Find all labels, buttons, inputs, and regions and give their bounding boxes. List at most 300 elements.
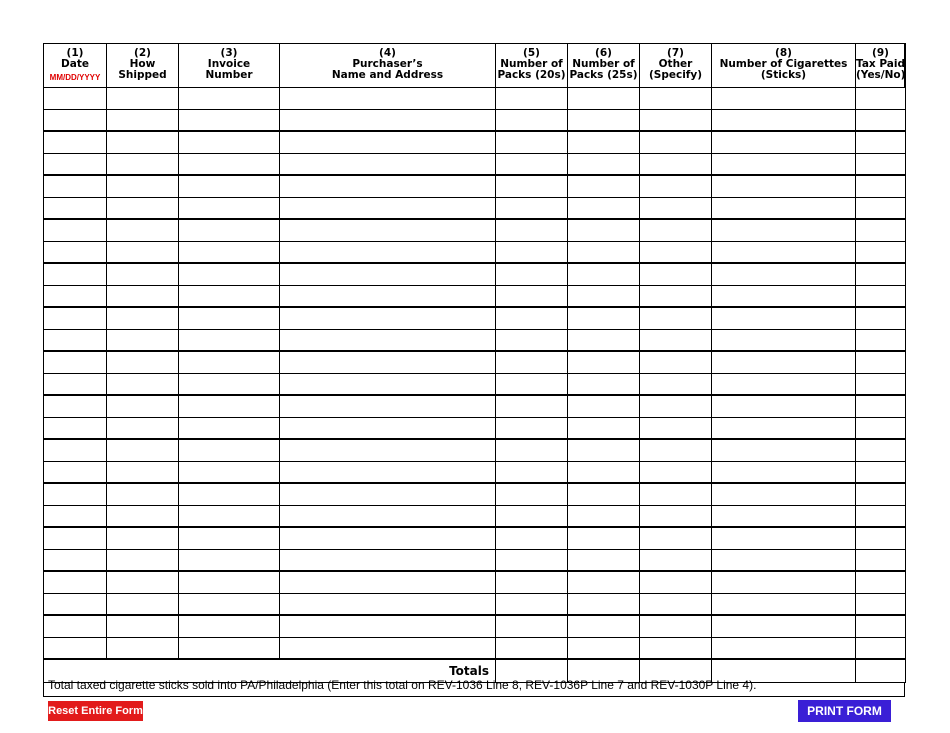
cell-invoice-number[interactable]	[179, 307, 280, 329]
cell-cigarette-sticks[interactable]	[712, 549, 856, 571]
cigarette-sticks-input[interactable]	[712, 89, 855, 110]
cell-tax-paid[interactable]	[856, 109, 906, 131]
cell-packs-20s[interactable]	[496, 175, 568, 197]
cell-purchaser[interactable]	[280, 505, 496, 527]
cell-how-shipped[interactable]	[107, 109, 179, 131]
how-shipped-input[interactable]	[107, 507, 178, 528]
other-input[interactable]	[640, 133, 711, 154]
cell-purchaser[interactable]	[280, 175, 496, 197]
cell-date[interactable]	[44, 395, 107, 417]
date-input[interactable]	[44, 221, 106, 242]
date-input[interactable]	[44, 375, 106, 396]
how-shipped-input[interactable]	[107, 617, 178, 638]
packs-20s-input[interactable]	[496, 573, 567, 594]
purchaser-input[interactable]	[280, 375, 495, 396]
cell-cigarette-sticks[interactable]	[712, 285, 856, 307]
cell-cigarette-sticks[interactable]	[712, 219, 856, 241]
packs-20s-input[interactable]	[496, 353, 567, 374]
cell-tax-paid[interactable]	[856, 307, 906, 329]
purchaser-input[interactable]	[280, 331, 495, 352]
cell-how-shipped[interactable]	[107, 197, 179, 219]
packs-20s-input[interactable]	[496, 331, 567, 352]
other-input[interactable]	[640, 309, 711, 330]
cell-other[interactable]	[640, 461, 712, 483]
cell-other[interactable]	[640, 527, 712, 549]
cell-cigarette-sticks[interactable]	[712, 131, 856, 153]
cell-cigarette-sticks[interactable]	[712, 615, 856, 637]
cell-how-shipped[interactable]	[107, 505, 179, 527]
packs-20s-input[interactable]	[496, 243, 567, 264]
cell-packs-20s[interactable]	[496, 109, 568, 131]
cell-date[interactable]	[44, 461, 107, 483]
cell-how-shipped[interactable]	[107, 571, 179, 593]
date-input[interactable]	[44, 199, 106, 220]
packs-25s-input[interactable]	[568, 573, 639, 594]
cell-purchaser[interactable]	[280, 373, 496, 395]
cell-packs-25s[interactable]	[568, 175, 640, 197]
other-input[interactable]	[640, 419, 711, 440]
how-shipped-input[interactable]	[107, 221, 178, 242]
cell-other[interactable]	[640, 153, 712, 175]
cell-tax-paid[interactable]	[856, 351, 906, 373]
tax-paid-input[interactable]	[856, 375, 905, 396]
purchaser-input[interactable]	[280, 89, 495, 110]
cell-other[interactable]	[640, 263, 712, 285]
cell-purchaser[interactable]	[280, 615, 496, 637]
packs-25s-input[interactable]	[568, 617, 639, 638]
cigarette-sticks-input[interactable]	[712, 111, 855, 132]
cell-purchaser[interactable]	[280, 637, 496, 659]
how-shipped-input[interactable]	[107, 551, 178, 572]
cigarette-sticks-input[interactable]	[712, 221, 855, 242]
date-input[interactable]	[44, 353, 106, 374]
cigarette-sticks-input[interactable]	[712, 529, 855, 550]
cell-tax-paid[interactable]	[856, 417, 906, 439]
how-shipped-input[interactable]	[107, 639, 178, 660]
packs-25s-input[interactable]	[568, 485, 639, 506]
cell-how-shipped[interactable]	[107, 615, 179, 637]
cell-packs-25s[interactable]	[568, 197, 640, 219]
cell-cigarette-sticks[interactable]	[712, 505, 856, 527]
date-input[interactable]	[44, 441, 106, 462]
cell-other[interactable]	[640, 175, 712, 197]
invoice-number-input[interactable]	[179, 265, 279, 286]
cigarette-sticks-input[interactable]	[712, 617, 855, 638]
cell-date[interactable]	[44, 571, 107, 593]
invoice-number-input[interactable]	[179, 375, 279, 396]
cell-how-shipped[interactable]	[107, 307, 179, 329]
cigarette-sticks-input[interactable]	[712, 485, 855, 506]
purchaser-input[interactable]	[280, 595, 495, 616]
purchaser-input[interactable]	[280, 639, 495, 660]
cell-purchaser[interactable]	[280, 571, 496, 593]
tax-paid-input[interactable]	[856, 265, 905, 286]
cell-other[interactable]	[640, 395, 712, 417]
how-shipped-input[interactable]	[107, 111, 178, 132]
cell-packs-25s[interactable]	[568, 615, 640, 637]
cell-date[interactable]	[44, 373, 107, 395]
cell-how-shipped[interactable]	[107, 373, 179, 395]
cell-how-shipped[interactable]	[107, 395, 179, 417]
cigarette-sticks-input[interactable]	[712, 287, 855, 308]
packs-20s-input[interactable]	[496, 89, 567, 110]
packs-20s-input[interactable]	[496, 529, 567, 550]
cell-tax-paid[interactable]	[856, 263, 906, 285]
purchaser-input[interactable]	[280, 133, 495, 154]
cell-packs-25s[interactable]	[568, 417, 640, 439]
cell-packs-25s[interactable]	[568, 131, 640, 153]
cell-purchaser[interactable]	[280, 88, 496, 110]
invoice-number-input[interactable]	[179, 529, 279, 550]
cell-invoice-number[interactable]	[179, 175, 280, 197]
invoice-number-input[interactable]	[179, 507, 279, 528]
cell-date[interactable]	[44, 307, 107, 329]
invoice-number-input[interactable]	[179, 353, 279, 374]
cell-packs-25s[interactable]	[568, 593, 640, 615]
packs-25s-input[interactable]	[568, 133, 639, 154]
how-shipped-input[interactable]	[107, 265, 178, 286]
other-input[interactable]	[640, 89, 711, 110]
cell-tax-paid[interactable]	[856, 505, 906, 527]
how-shipped-input[interactable]	[107, 375, 178, 396]
cell-tax-paid[interactable]	[856, 329, 906, 351]
other-input[interactable]	[640, 485, 711, 506]
invoice-number-input[interactable]	[179, 287, 279, 308]
cell-packs-20s[interactable]	[496, 439, 568, 461]
date-input[interactable]	[44, 617, 106, 638]
cell-how-shipped[interactable]	[107, 461, 179, 483]
cell-other[interactable]	[640, 483, 712, 505]
cell-date[interactable]	[44, 153, 107, 175]
date-input[interactable]	[44, 507, 106, 528]
tax-paid-input[interactable]	[856, 595, 905, 616]
cell-tax-paid[interactable]	[856, 175, 906, 197]
cell-tax-paid[interactable]	[856, 483, 906, 505]
packs-25s-input[interactable]	[568, 199, 639, 220]
packs-25s-input[interactable]	[568, 441, 639, 462]
cell-how-shipped[interactable]	[107, 219, 179, 241]
cell-invoice-number[interactable]	[179, 461, 280, 483]
date-input[interactable]	[44, 155, 106, 176]
other-input[interactable]	[640, 529, 711, 550]
cigarette-sticks-input[interactable]	[712, 595, 855, 616]
packs-25s-input[interactable]	[568, 639, 639, 660]
packs-20s-input[interactable]	[496, 639, 567, 660]
packs-20s-input[interactable]	[496, 507, 567, 528]
purchaser-input[interactable]	[280, 309, 495, 330]
cell-other[interactable]	[640, 219, 712, 241]
tax-paid-input[interactable]	[856, 199, 905, 220]
cell-tax-paid[interactable]	[856, 637, 906, 659]
cell-packs-25s[interactable]	[568, 153, 640, 175]
packs-20s-input[interactable]	[496, 287, 567, 308]
cigarette-sticks-input[interactable]	[712, 463, 855, 484]
cell-invoice-number[interactable]	[179, 615, 280, 637]
tax-paid-input[interactable]	[856, 507, 905, 528]
cell-packs-20s[interactable]	[496, 549, 568, 571]
cell-invoice-number[interactable]	[179, 329, 280, 351]
tax-paid-input[interactable]	[856, 221, 905, 242]
cell-packs-25s[interactable]	[568, 329, 640, 351]
cell-purchaser[interactable]	[280, 219, 496, 241]
cell-purchaser[interactable]	[280, 461, 496, 483]
invoice-number-input[interactable]	[179, 111, 279, 132]
invoice-number-input[interactable]	[179, 639, 279, 660]
date-input[interactable]	[44, 287, 106, 308]
date-input[interactable]	[44, 485, 106, 506]
date-input[interactable]	[44, 331, 106, 352]
cell-tax-paid[interactable]	[856, 153, 906, 175]
invoice-number-input[interactable]	[179, 419, 279, 440]
cell-date[interactable]	[44, 241, 107, 263]
cell-date[interactable]	[44, 263, 107, 285]
cell-packs-25s[interactable]	[568, 241, 640, 263]
cell-date[interactable]	[44, 593, 107, 615]
invoice-number-input[interactable]	[179, 397, 279, 418]
purchaser-input[interactable]	[280, 265, 495, 286]
cell-packs-20s[interactable]	[496, 351, 568, 373]
cell-cigarette-sticks[interactable]	[712, 197, 856, 219]
tax-paid-input[interactable]	[856, 133, 905, 154]
cell-invoice-number[interactable]	[179, 527, 280, 549]
cell-packs-20s[interactable]	[496, 417, 568, 439]
cell-date[interactable]	[44, 439, 107, 461]
cell-how-shipped[interactable]	[107, 637, 179, 659]
cell-purchaser[interactable]	[280, 593, 496, 615]
packs-25s-input[interactable]	[568, 353, 639, 374]
cell-how-shipped[interactable]	[107, 417, 179, 439]
packs-20s-input[interactable]	[496, 309, 567, 330]
cell-how-shipped[interactable]	[107, 549, 179, 571]
cell-date[interactable]	[44, 527, 107, 549]
cigarette-sticks-input[interactable]	[712, 199, 855, 220]
cell-invoice-number[interactable]	[179, 263, 280, 285]
cell-packs-20s[interactable]	[496, 505, 568, 527]
cell-tax-paid[interactable]	[856, 615, 906, 637]
cell-tax-paid[interactable]	[856, 439, 906, 461]
cell-cigarette-sticks[interactable]	[712, 637, 856, 659]
cell-date[interactable]	[44, 351, 107, 373]
cell-how-shipped[interactable]	[107, 153, 179, 175]
cell-how-shipped[interactable]	[107, 263, 179, 285]
how-shipped-input[interactable]	[107, 199, 178, 220]
invoice-number-input[interactable]	[179, 309, 279, 330]
cell-cigarette-sticks[interactable]	[712, 593, 856, 615]
tax-paid-input[interactable]	[856, 639, 905, 660]
cell-tax-paid[interactable]	[856, 285, 906, 307]
cell-other[interactable]	[640, 593, 712, 615]
packs-20s-input[interactable]	[496, 375, 567, 396]
other-input[interactable]	[640, 639, 711, 660]
tax-paid-input[interactable]	[856, 485, 905, 506]
cell-tax-paid[interactable]	[856, 571, 906, 593]
cell-date[interactable]	[44, 109, 107, 131]
cell-purchaser[interactable]	[280, 131, 496, 153]
tax-paid-input[interactable]	[856, 177, 905, 198]
cell-packs-25s[interactable]	[568, 505, 640, 527]
cell-invoice-number[interactable]	[179, 483, 280, 505]
purchaser-input[interactable]	[280, 485, 495, 506]
packs-20s-input[interactable]	[496, 111, 567, 132]
cell-invoice-number[interactable]	[179, 131, 280, 153]
cell-other[interactable]	[640, 285, 712, 307]
packs-20s-input[interactable]	[496, 463, 567, 484]
cell-invoice-number[interactable]	[179, 109, 280, 131]
cell-packs-25s[interactable]	[568, 307, 640, 329]
cigarette-sticks-input[interactable]	[712, 309, 855, 330]
packs-20s-input[interactable]	[496, 595, 567, 616]
cell-date[interactable]	[44, 483, 107, 505]
cell-date[interactable]	[44, 505, 107, 527]
date-input[interactable]	[44, 309, 106, 330]
invoice-number-input[interactable]	[179, 573, 279, 594]
tax-paid-input[interactable]	[856, 551, 905, 572]
cell-how-shipped[interactable]	[107, 351, 179, 373]
cell-cigarette-sticks[interactable]	[712, 88, 856, 110]
cell-packs-25s[interactable]	[568, 637, 640, 659]
date-input[interactable]	[44, 133, 106, 154]
cell-date[interactable]	[44, 175, 107, 197]
cell-how-shipped[interactable]	[107, 593, 179, 615]
cell-purchaser[interactable]	[280, 197, 496, 219]
other-input[interactable]	[640, 463, 711, 484]
invoice-number-input[interactable]	[179, 485, 279, 506]
cell-cigarette-sticks[interactable]	[712, 527, 856, 549]
cell-tax-paid[interactable]	[856, 461, 906, 483]
invoice-number-input[interactable]	[179, 551, 279, 572]
tax-paid-input[interactable]	[856, 441, 905, 462]
cell-other[interactable]	[640, 241, 712, 263]
cell-date[interactable]	[44, 417, 107, 439]
cell-tax-paid[interactable]	[856, 593, 906, 615]
date-input[interactable]	[44, 595, 106, 616]
cell-other[interactable]	[640, 88, 712, 110]
cell-how-shipped[interactable]	[107, 483, 179, 505]
cell-packs-20s[interactable]	[496, 483, 568, 505]
how-shipped-input[interactable]	[107, 89, 178, 110]
how-shipped-input[interactable]	[107, 353, 178, 374]
packs-20s-input[interactable]	[496, 485, 567, 506]
how-shipped-input[interactable]	[107, 419, 178, 440]
cell-packs-20s[interactable]	[496, 153, 568, 175]
cell-packs-25s[interactable]	[568, 483, 640, 505]
cell-cigarette-sticks[interactable]	[712, 307, 856, 329]
cell-purchaser[interactable]	[280, 241, 496, 263]
other-input[interactable]	[640, 243, 711, 264]
cell-invoice-number[interactable]	[179, 153, 280, 175]
cell-other[interactable]	[640, 307, 712, 329]
cell-packs-20s[interactable]	[496, 197, 568, 219]
cigarette-sticks-input[interactable]	[712, 243, 855, 264]
date-input[interactable]	[44, 265, 106, 286]
invoice-number-input[interactable]	[179, 177, 279, 198]
cell-date[interactable]	[44, 197, 107, 219]
purchaser-input[interactable]	[280, 617, 495, 638]
purchaser-input[interactable]	[280, 441, 495, 462]
cell-date[interactable]	[44, 219, 107, 241]
cell-other[interactable]	[640, 417, 712, 439]
date-input[interactable]	[44, 243, 106, 264]
cigarette-sticks-input[interactable]	[712, 551, 855, 572]
reset-form-button[interactable]: Reset Entire Form	[48, 701, 143, 721]
purchaser-input[interactable]	[280, 507, 495, 528]
packs-25s-input[interactable]	[568, 397, 639, 418]
packs-25s-input[interactable]	[568, 529, 639, 550]
cell-purchaser[interactable]	[280, 109, 496, 131]
tax-paid-input[interactable]	[856, 463, 905, 484]
packs-20s-input[interactable]	[496, 617, 567, 638]
cell-invoice-number[interactable]	[179, 219, 280, 241]
cell-packs-20s[interactable]	[496, 307, 568, 329]
cell-invoice-number[interactable]	[179, 285, 280, 307]
cell-tax-paid[interactable]	[856, 373, 906, 395]
cell-cigarette-sticks[interactable]	[712, 351, 856, 373]
tax-paid-input[interactable]	[856, 331, 905, 352]
cigarette-sticks-input[interactable]	[712, 639, 855, 660]
packs-25s-input[interactable]	[568, 287, 639, 308]
packs-25s-input[interactable]	[568, 595, 639, 616]
how-shipped-input[interactable]	[107, 243, 178, 264]
cell-packs-25s[interactable]	[568, 549, 640, 571]
cell-how-shipped[interactable]	[107, 329, 179, 351]
cell-cigarette-sticks[interactable]	[712, 395, 856, 417]
how-shipped-input[interactable]	[107, 463, 178, 484]
cell-invoice-number[interactable]	[179, 637, 280, 659]
date-input[interactable]	[44, 111, 106, 132]
cell-other[interactable]	[640, 131, 712, 153]
purchaser-input[interactable]	[280, 199, 495, 220]
cell-tax-paid[interactable]	[856, 241, 906, 263]
tax-paid-input[interactable]	[856, 617, 905, 638]
date-input[interactable]	[44, 397, 106, 418]
tax-paid-input[interactable]	[856, 287, 905, 308]
cell-date[interactable]	[44, 329, 107, 351]
cigarette-sticks-input[interactable]	[712, 353, 855, 374]
cell-packs-20s[interactable]	[496, 88, 568, 110]
invoice-number-input[interactable]	[179, 155, 279, 176]
packs-25s-input[interactable]	[568, 177, 639, 198]
tax-paid-input[interactable]	[856, 573, 905, 594]
cell-tax-paid[interactable]	[856, 88, 906, 110]
cell-how-shipped[interactable]	[107, 439, 179, 461]
cell-packs-25s[interactable]	[568, 109, 640, 131]
cell-purchaser[interactable]	[280, 285, 496, 307]
cell-how-shipped[interactable]	[107, 131, 179, 153]
packs-20s-input[interactable]	[496, 551, 567, 572]
packs-25s-input[interactable]	[568, 111, 639, 132]
cell-invoice-number[interactable]	[179, 373, 280, 395]
cell-cigarette-sticks[interactable]	[712, 109, 856, 131]
other-input[interactable]	[640, 397, 711, 418]
purchaser-input[interactable]	[280, 573, 495, 594]
cell-packs-25s[interactable]	[568, 373, 640, 395]
other-input[interactable]	[640, 617, 711, 638]
cell-purchaser[interactable]	[280, 483, 496, 505]
packs-20s-input[interactable]	[496, 199, 567, 220]
cell-invoice-number[interactable]	[179, 571, 280, 593]
cigarette-sticks-input[interactable]	[712, 573, 855, 594]
cell-packs-25s[interactable]	[568, 461, 640, 483]
packs-20s-input[interactable]	[496, 419, 567, 440]
cell-tax-paid[interactable]	[856, 549, 906, 571]
packs-20s-input[interactable]	[496, 265, 567, 286]
cell-cigarette-sticks[interactable]	[712, 483, 856, 505]
other-input[interactable]	[640, 595, 711, 616]
other-input[interactable]	[640, 441, 711, 462]
date-input[interactable]	[44, 463, 106, 484]
cell-packs-20s[interactable]	[496, 373, 568, 395]
cell-packs-20s[interactable]	[496, 131, 568, 153]
